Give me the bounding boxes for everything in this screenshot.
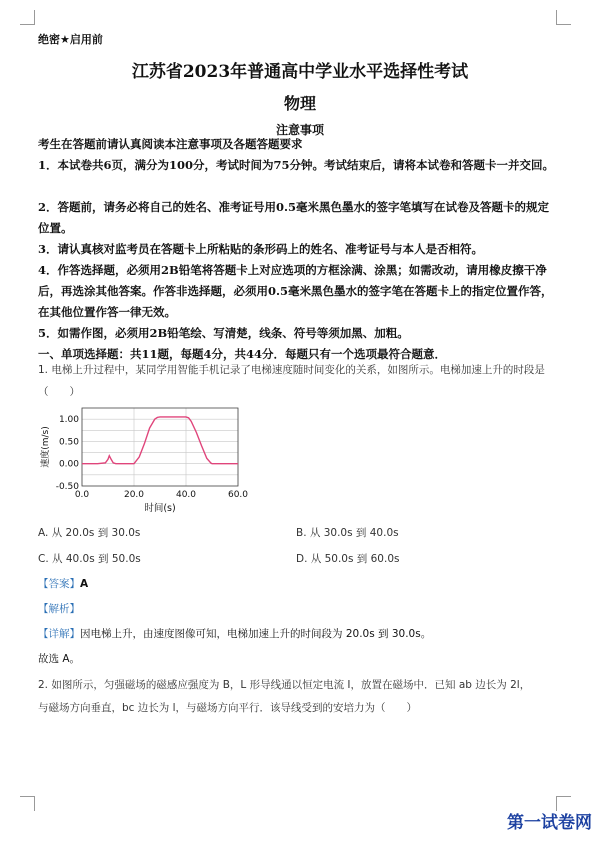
section-one-heading: 一、单项选择题：共11题，每题4分，共44分．每题只有一个选项最符合题意． xyxy=(38,347,447,361)
chart-y-ticks xyxy=(56,415,80,492)
question-1-option-d: D. 从 50.0s 到 60.0s xyxy=(296,553,400,565)
chart-plot-frame xyxy=(82,408,238,486)
question-1-conclusion: 故选 A。 xyxy=(38,653,81,665)
analysis-tag: 【解析】 xyxy=(38,603,80,615)
question-1-option-c: C. 从 40.0s 到 50.0s xyxy=(38,553,141,565)
chart-x-axis-label: 时间(s) xyxy=(144,503,176,514)
chart-grid xyxy=(82,408,238,486)
question-1-detail xyxy=(38,626,431,641)
notice-item-2: 2．答题前，请务必将自己的姓名、准考证号用0.5毫米黑色墨水的签字笔填写在试卷及答题卡的规定位置。 xyxy=(38,200,550,235)
chart-series-line-velocity xyxy=(82,417,238,464)
question-1-stem: 1. 电梯上升过程中，某同学用智能手机记录了电梯速度随时间变化的关系，如图所示。电梯加速上升的时段是（ ） xyxy=(38,364,545,398)
notice-item-1: 1．本试卷共6页，满分为100分，考试时间为75分钟。考试结束后，请将本试卷和答题卡一并交回。 xyxy=(38,158,555,172)
velocity-time-chart xyxy=(38,402,258,514)
corner-mark-top-left xyxy=(20,10,35,25)
answer-tag: 【答案】 xyxy=(38,578,80,590)
exam-subject: 物理 xyxy=(283,94,316,113)
question-1-answer xyxy=(38,576,88,591)
notice-item-4: 4．作答选择题，必须用2B铅笔将答题卡上对应选项的方框涂满、涂黑；如需改动，请用橡皮擦干净后，再选涂其他答案。作答非选择题，必须用0.5毫米黑色墨水的签字笔在答题卡上的指定位置作答，在其他位置作答一律无效。 xyxy=(38,263,553,319)
chart-y-tick-label: -0.50 xyxy=(55,482,79,492)
question-2-line-1: 2. 如图所示，匀强磁场的磁感应强度为 B，L 形导线通以恒定电流 I，放置在磁场中．已知 ab 边长为 2l， xyxy=(38,679,531,691)
question-1-option-b: B. 从 30.0s 到 40.0s xyxy=(296,527,399,539)
chart-x-tick-label: 20.0 xyxy=(123,490,145,500)
notice-heading: 注意事项 xyxy=(275,123,324,137)
detail-text: 因电梯上升，由速度图像可知，电梯加速上升的时间段为 20.0s 到 30.0s。 xyxy=(80,628,432,640)
chart-x-tick-label: 40.0 xyxy=(175,490,197,500)
chart-x-ticks xyxy=(75,490,248,500)
notice-intro: 考生在答题前请认真阅读本注意事项及各题答题要求 xyxy=(38,137,303,151)
chart-y-tick-label: 0.50 xyxy=(58,437,79,448)
chart-x-tick-label: 0.0 xyxy=(74,490,90,500)
chart-y-tick-label: 1.00 xyxy=(58,415,79,426)
corner-mark-bottom-left xyxy=(20,796,35,811)
corner-mark-top-right xyxy=(556,10,571,25)
exam-title: 江苏省2023年普通高中学业水平选择性考试 xyxy=(131,62,469,82)
question-1-option-a: A. 从 20.0s 到 30.0s xyxy=(38,527,141,539)
site-watermark: 第一试卷网 xyxy=(507,813,592,833)
question-2-line-2: 与磁场方向垂直，bc 边长为 l，与磁场方向平行．该导线受到的安培力为（ ） xyxy=(38,702,418,714)
notice-item-3: 3．请认真核对监考员在答题卡上所粘贴的条形码上的姓名、准考证号与本人是否相符。 xyxy=(38,242,483,256)
secret-mark: 绝密★启用前 xyxy=(38,33,103,46)
notice-item-5: 5．如需作图，必须用2B铅笔绘、写清楚，线条、符号等须加黑、加粗。 xyxy=(38,326,409,340)
detail-tag: 【详解】 xyxy=(38,628,80,640)
chart-y-axis-label: 速度(m/s) xyxy=(41,426,51,468)
chart-x-tick-label: 60.0 xyxy=(227,490,249,500)
answer-value: A xyxy=(80,578,89,590)
chart-y-tick-label: 0.00 xyxy=(58,459,79,470)
